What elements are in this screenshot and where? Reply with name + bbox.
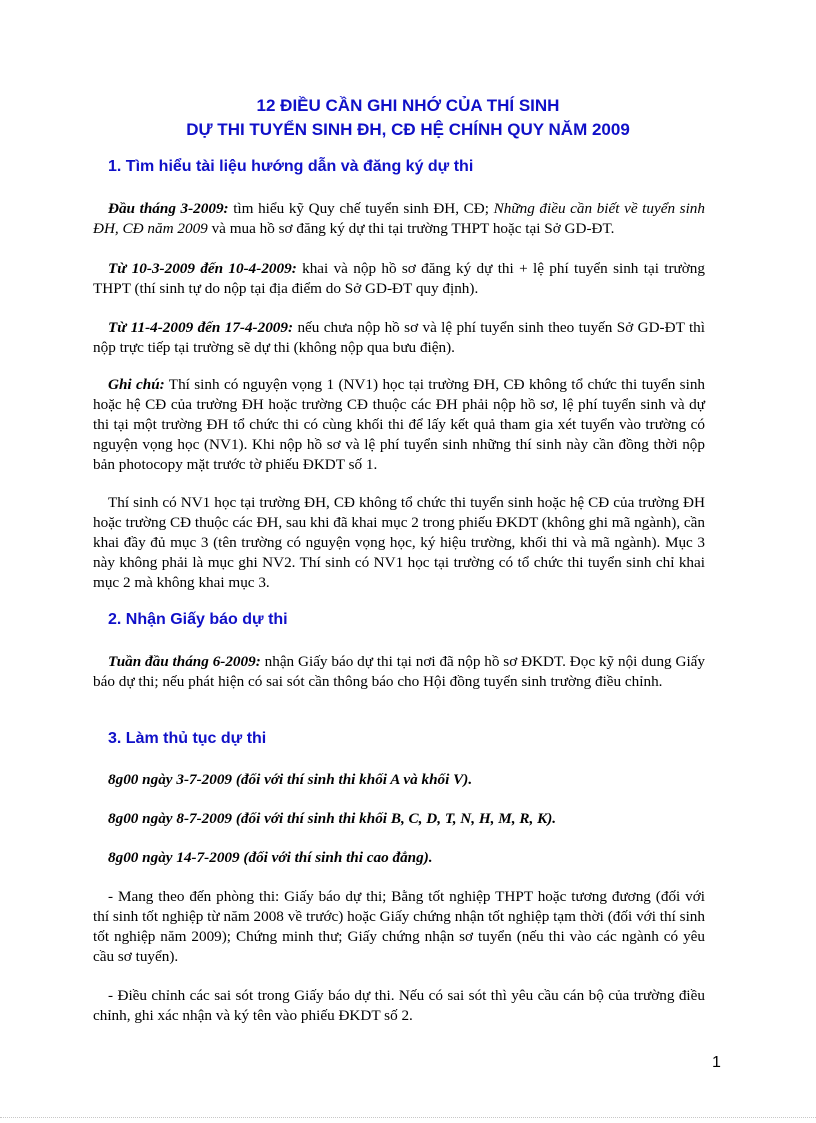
paragraph-text: nhận Giấy báo dự thi tại nơi đã nộp hồ sơ ĐKDT. Đọc kỹ nội dung Giấy báo dự thi; nếu phát hiện có sai sót cần thông báo cho Hội đồng tuyển sinh trường điều chỉnh. xyxy=(93,653,706,690)
section-3-item-1 xyxy=(93,887,705,967)
schedule-line-3: 8g00 ngày 14-7-2009 (đối với thí sinh thi cao đẳng). xyxy=(108,849,433,866)
paragraph-text: khai và nộp hồ sơ đăng ký dự thi + lệ phí tuyển sinh tại trường THPT (thí sinh tự do nộp tại địa điểm do Sở GD-ĐT quy định). xyxy=(93,260,705,297)
section-3-heading: 3. Làm thủ tục dự thi xyxy=(108,730,267,747)
note-label: Ghi chú: xyxy=(108,376,165,393)
page-bottom-divider xyxy=(0,1117,816,1118)
section-3-item-2 xyxy=(93,986,705,1026)
paragraph-text: - Điều chỉnh các sai sót trong Giấy báo dự thi. Nếu có sai sót thì yêu cầu cán bộ của trường điều chỉnh, ghi xác nhận và ký tên vào phiếu ĐKDT số 2. xyxy=(93,987,705,1024)
section-2-heading: 2. Nhận Giấy báo dự thi xyxy=(108,611,288,628)
section-1-paragraph-3 xyxy=(93,318,705,358)
document-title-line-2: DỰ THI TUYỂN SINH ĐH, CĐ HỆ CHÍNH QUY NĂM 2009 xyxy=(186,120,630,139)
paragraph-lead: Từ 10-3-2009 đến 10-4-2009: xyxy=(108,260,297,277)
schedule-line-1: 8g00 ngày 3-7-2009 (đối với thí sinh thi khối A và khối V). xyxy=(108,771,473,788)
paragraph-text: tìm hiểu kỹ Quy chế tuyển sinh ĐH, CĐ; xyxy=(228,200,494,217)
section-1-note xyxy=(93,375,705,475)
paragraph-text: Thí sinh có nguyện vọng 1 (NV1) học tại trường ĐH, CĐ không tổ chức thi tuyển sinh hoặc hệ CĐ của trường ĐH hoặc trường CĐ thuộc các ĐH phải nộp hồ sơ, lệ phí tuyển sinh và dự thi tại một trường ĐH tổ chức thi có cùng khối thi để lấy kết quả tham gia xét tuyển vào trường có nguyện vọng học (NV1). Khi nộp hồ sơ và lệ phí tuyển sinh những thí sinh này cần đồng thời nộp bản photocopy mặt trước tờ phiếu ĐKDT số 1. xyxy=(93,376,706,473)
paragraph-italic-text: Những điều cần biết về tuyển sinh ĐH, CĐ năm 2009 xyxy=(93,200,705,237)
document-title-line-1: 12 ĐIỀU CẦN GHI NHỚ CỦA THÍ SINH xyxy=(256,96,560,115)
paragraph-text: nếu chưa nộp hồ sơ và lệ phí tuyển sinh theo tuyến Sở GD-ĐT thì nộp trực tiếp tại trường sẽ dự thi (không nộp qua bưu điện). xyxy=(93,319,705,356)
paragraph-text: Thí sinh có NV1 học tại trường ĐH, CĐ không tổ chức thi tuyển sinh hoặc hệ CĐ của trường ĐH hoặc trường CĐ thuộc các ĐH, sau khi đã khai mục 2 trong phiếu ĐKDT (không ghi mã ngành), cần khai đầy đủ mục 3 (tên trường có nguyện vọng học, ký hiệu trường, khối thi và mã ngành). Mục 3 này không phải là mục ghi NV2. Thí sinh có NV1 học tại trường có tổ chức thi tuyển sinh chỉ khai mục 2 mà không khai mục 3. xyxy=(93,494,705,591)
section-1-paragraph-5 xyxy=(93,493,705,593)
schedule-line-2: 8g00 ngày 8-7-2009 (đối với thí sinh thi khối B, C, D, T, N, H, M, R, K). xyxy=(108,810,557,827)
paragraph-text: và mua hồ sơ đăng ký dự thi tại trường THPT hoặc tại Sở GD-ĐT. xyxy=(207,220,615,237)
section-1-heading: 1. Tìm hiểu tài liệu hướng dẫn và đăng ký dự thi xyxy=(108,158,474,175)
section-2-paragraph-1 xyxy=(93,652,705,692)
section-1-paragraph-2 xyxy=(93,259,705,299)
section-1-paragraph-1 xyxy=(93,199,705,239)
paragraph-lead: Từ 11-4-2009 đến 17-4-2009: xyxy=(108,319,294,336)
paragraph-text: - Mang theo đến phòng thi: Giấy báo dự thi; Bằng tốt nghiệp THPT hoặc tương đương (đối với thí sinh tốt nghiệp từ năm 2008 về trước) hoặc Giấy chứng nhận tốt nghiệp tạm thời (đối với thí sinh tốt nghiệp năm 2009); Chứng minh thư; Giấy chứng nhận sơ tuyển (nếu thi vào các ngành có yêu cầu sơ tuyển). xyxy=(93,888,705,965)
paragraph-lead: Tuần đầu tháng 6-2009: xyxy=(108,653,261,670)
page-number: 1 xyxy=(712,1054,721,1071)
paragraph-lead: Đầu tháng 3-2009: xyxy=(108,200,229,217)
